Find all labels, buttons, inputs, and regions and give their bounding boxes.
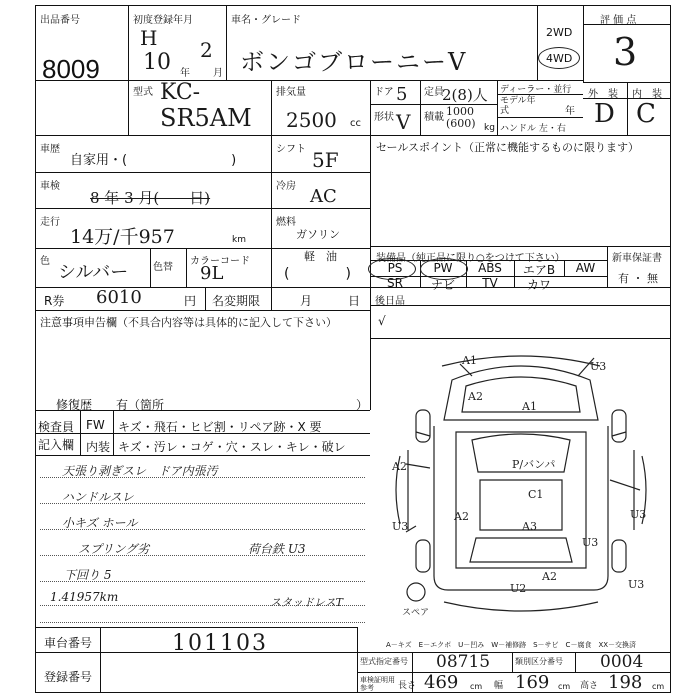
- color-label: 色: [40, 256, 50, 267]
- capacity-value: 2(8)人: [442, 86, 488, 104]
- diagram-mark-a2-front-left: A2: [468, 390, 483, 403]
- diagram-mark-u3-left-door: U3: [392, 520, 409, 533]
- grade-value: 3: [613, 30, 638, 74]
- lot-number-label: 出品番号: [40, 15, 80, 26]
- handwritten-note-2: ハンドルスレ: [62, 490, 134, 504]
- load-unit: kg: [484, 123, 495, 133]
- diagram-mark-a1-top: A1: [462, 354, 477, 367]
- interior-label: 内 装: [632, 89, 662, 100]
- name-change-day: 日: [348, 294, 361, 308]
- name-change-month: 月: [300, 294, 313, 308]
- displacement-label: 排気量: [276, 87, 306, 98]
- height-unit: cm: [652, 682, 665, 691]
- handwritten-note-1: 天張り剥ぎスレ ドア内張汚: [62, 464, 218, 478]
- doors-label: ドア: [374, 87, 394, 98]
- drive-2wd: 2WD: [546, 26, 573, 39]
- color-change-label: 色替: [153, 262, 173, 273]
- exterior-label: 外 装: [588, 89, 618, 100]
- inspection-label: 車検: [40, 181, 60, 192]
- equip-pw: PW: [433, 261, 453, 275]
- length-unit: cm: [470, 682, 483, 691]
- inspector-fill-label: 記入欄: [38, 438, 75, 452]
- equip-sr: SR: [387, 276, 403, 290]
- displacement-unit: cc: [350, 118, 361, 129]
- first-registration-year: 10: [143, 50, 171, 75]
- height-value: 198: [608, 672, 643, 693]
- fuel-value: ガソリン: [296, 228, 340, 241]
- fw-label: FW: [86, 418, 105, 432]
- length-value: 469: [424, 672, 459, 693]
- year-unit: 年: [180, 68, 190, 79]
- drive-4wd-circle-mark: [538, 47, 580, 69]
- sales-point-label: セールスポイント（正常に機能するものに限ります）: [376, 141, 640, 154]
- aircon-value: AC: [310, 186, 337, 207]
- repair-history-label: 修復歴 有（箇所: [56, 398, 165, 412]
- width-value: 169: [515, 672, 550, 693]
- interior-check-items: キズ・汚レ・コゲ・穴・スレ・キレ・破レ: [118, 440, 346, 454]
- chassis-number-label: 車台番号: [44, 636, 93, 650]
- mileage-value: 14万/千957: [70, 226, 175, 248]
- type-number-label: 型式指定番号: [360, 657, 408, 666]
- aircon-label: 冷房: [276, 181, 296, 192]
- warranty-label: 新車保証書: [612, 253, 662, 264]
- equipment-label: 装備品（純正品に限り○をつけて下さい）: [376, 253, 565, 264]
- fuel-paren: ( ): [284, 266, 351, 282]
- first-registration-era: H: [140, 26, 158, 50]
- color-value: シルバー: [58, 262, 129, 283]
- equip-abs: ABS: [478, 261, 502, 275]
- interior-value: C: [636, 99, 656, 129]
- history-value: 自家用・( ): [70, 153, 237, 168]
- length-label: 長さ: [398, 681, 417, 691]
- equip-tv: TV: [482, 276, 498, 290]
- class-number-label: 類別区分番号: [515, 657, 563, 666]
- equip-ps-circle-mark: [368, 258, 416, 280]
- equip-pw-circle-mark: [420, 258, 468, 280]
- mileage-label: 走行: [40, 217, 60, 228]
- after-items-label: 後日品: [375, 296, 405, 307]
- diagram-mark-u2-rear: U2: [510, 582, 527, 595]
- type-number-value: 08715: [436, 652, 491, 672]
- color-code-label: カラーコード: [190, 256, 250, 267]
- equip-ps: PS: [387, 261, 403, 275]
- dealer-label: ディーラー・並行: [500, 85, 572, 95]
- car-name-value: ボンゴブローニーV: [240, 48, 468, 76]
- inspector-label: 検査員: [38, 420, 75, 434]
- model-value-code: SR5AM: [160, 104, 252, 132]
- name-change-label: 名変期限: [212, 294, 261, 308]
- warranty-value: 有 ・ 無: [618, 272, 658, 285]
- first-registration-label: 初度登録年月: [133, 15, 193, 26]
- handwritten-note-7: 1.41957km: [50, 590, 119, 604]
- handwritten-note-4: スプリング劣: [78, 542, 150, 556]
- first-registration-month: 2: [200, 38, 213, 62]
- model-year-unit: 年: [565, 106, 575, 117]
- shift-label: シフト: [276, 144, 306, 155]
- drive-4wd: 4WD: [546, 52, 573, 65]
- handwritten-note-6: 下回り 5: [64, 568, 112, 582]
- fuel-label: 燃料: [276, 217, 296, 228]
- history-label: 車歴: [40, 144, 60, 155]
- diagram-mark-a2-left: A2: [392, 460, 407, 473]
- notes-label: 注意事項申告欄（不具合内容等は具体的に記入して下さい）: [40, 316, 337, 329]
- diagram-spare-label: スペア: [402, 608, 430, 618]
- equip-aw: AW: [575, 261, 596, 275]
- diagram-mark-a2-left-lower: A2: [454, 510, 469, 523]
- month-unit: 月: [213, 68, 223, 79]
- load-label: 積載: [424, 112, 444, 123]
- handwritten-note-3: 小キズ ホール: [62, 516, 138, 530]
- diagram-mark-u3-right-door: U3: [630, 508, 647, 521]
- damage-legend: A－キズ E－エクボ U－凹み W－補修跡 S－サビ C－腐食 XX－交換済: [386, 641, 637, 649]
- inspection-value: 8 年 3 月( 日): [90, 189, 211, 207]
- diagram-mark-u3-rear: U3: [628, 578, 645, 591]
- repair-history-close: ）: [356, 398, 369, 412]
- recycle-label: R券: [44, 294, 65, 308]
- shape-value: V: [396, 110, 411, 134]
- model-year-label: モデル年式: [500, 96, 536, 116]
- diagram-mark-u3-rear-right: U3: [582, 536, 599, 549]
- lot-number-value: 8009: [42, 54, 100, 84]
- fuel-value-2: 軽 油: [304, 250, 337, 263]
- width-unit: cm: [558, 682, 571, 691]
- handwritten-note-5: 荷台鉄 U3: [248, 542, 306, 556]
- vehicle-damage-diagram: [372, 340, 670, 630]
- model-value-prefix: KC-: [160, 80, 201, 105]
- chassis-number-value: 101103: [172, 631, 268, 656]
- diagram-mark-a1-roof: A1: [522, 400, 537, 413]
- displacement-value: 2500: [286, 108, 337, 132]
- diagram-mark-a3-center: A3: [522, 520, 537, 533]
- height-label: 高さ: [580, 681, 599, 691]
- fw-items: キズ・飛石・ヒビ割・リペア跡・X 要: [118, 420, 322, 434]
- grade-label: 評 価 点: [600, 15, 637, 26]
- certificate-ref-label: 車検証明用参考: [360, 676, 395, 692]
- model-label: 型式: [133, 87, 153, 98]
- diagram-mark-a2-rear: A2: [542, 570, 557, 583]
- shift-value: 5F: [312, 148, 339, 172]
- class-number-value: 0004: [600, 652, 644, 672]
- capacity-label: 定員: [424, 87, 444, 98]
- doors-value: 5: [396, 84, 408, 105]
- registration-number-label: 登録番号: [44, 670, 93, 684]
- mileage-unit: km: [232, 235, 246, 245]
- load-value: 1000 (600): [446, 105, 476, 130]
- shape-label: 形状: [374, 112, 394, 123]
- diagram-mark-bumper: P/バンパ: [512, 458, 556, 471]
- handle-label: ハンドル 左・右: [500, 124, 566, 134]
- color-code-value: 9L: [200, 263, 224, 284]
- width-label: 幅: [494, 681, 504, 691]
- equip-airbag: エアB: [522, 263, 556, 277]
- diagram-mark-c1: C1: [528, 488, 544, 501]
- recycle-unit: 円: [184, 294, 197, 308]
- equip-leather: カワ: [526, 278, 551, 292]
- exterior-value: D: [594, 99, 615, 129]
- diagram-mark-u3-right-top: U3: [590, 360, 607, 373]
- handwritten-note-8: スタッドレスT: [270, 596, 344, 609]
- recycle-value: 6010: [96, 287, 142, 308]
- interior-check-label: 内装: [86, 440, 111, 454]
- car-name-label: 車名・グレード: [231, 15, 301, 26]
- tick-mark: √: [378, 314, 386, 328]
- equip-navi: ナビ: [430, 278, 455, 292]
